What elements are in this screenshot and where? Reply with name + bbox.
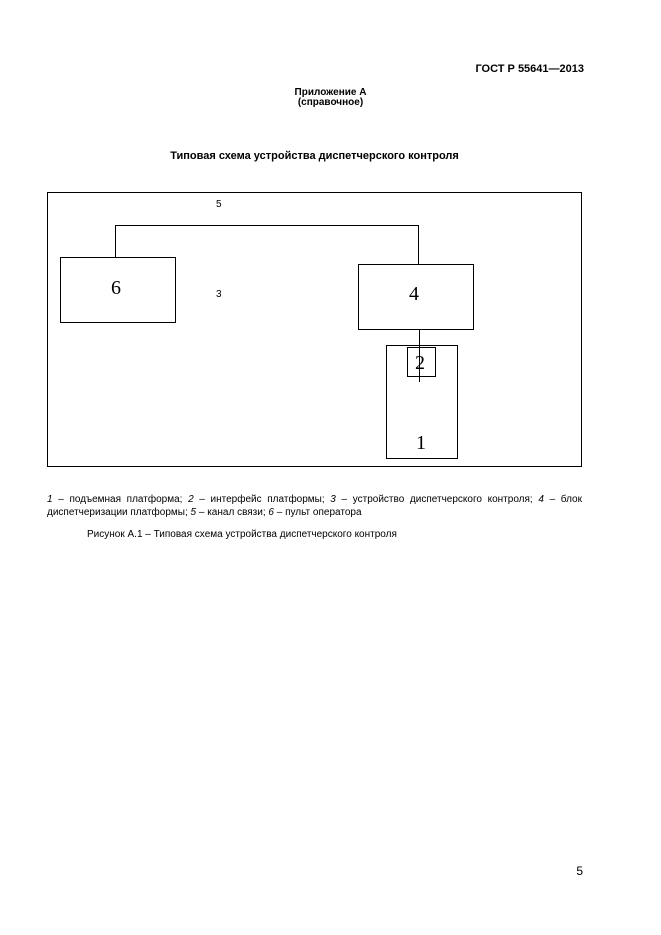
legend-text-3: – устройство диспетчерского контроля;	[335, 494, 539, 505]
legend-text-4: – блок диспетчеризации платформы;	[47, 494, 582, 518]
appendix-title: Приложение А	[294, 87, 367, 98]
legend-text-5: – канал связи;	[196, 507, 269, 518]
label-box6: 6	[111, 277, 121, 299]
label-channel: 5	[216, 199, 222, 210]
label-box4: 4	[409, 283, 419, 305]
legend-num-3: 3	[330, 494, 336, 505]
legend-num-2: 2	[188, 494, 194, 505]
legend-num-5: 5	[190, 507, 197, 518]
standard-number: ГОСТ Р 55641—2013	[475, 63, 584, 75]
channel-line-left	[115, 225, 116, 258]
legend-num-1: 1	[47, 494, 53, 505]
label-device: 3	[216, 289, 222, 300]
legend-text-6: – пульт оператора	[273, 507, 362, 518]
legend-text-2: – интерфейс платформы;	[193, 494, 331, 505]
legend-num-6: 6	[268, 507, 274, 518]
channel-line-right	[418, 225, 419, 265]
legend-text-1: – подъемная платформа;	[52, 494, 189, 505]
page-number: 5	[576, 864, 583, 878]
device-outer-frame	[47, 192, 582, 467]
figure-legend	[47, 493, 582, 519]
channel-line-top	[115, 225, 419, 226]
figure-title: Типовая схема устройства диспетчерского контроля	[170, 150, 459, 162]
figure-caption: Рисунок А.1 – Типовая схема устройства диспетчерского контроля	[87, 529, 397, 540]
label-box2: 2	[415, 352, 425, 374]
label-box1: 1	[416, 432, 426, 454]
legend-num-4: 4	[538, 494, 544, 505]
appendix-subtitle: (справочное)	[297, 97, 364, 108]
